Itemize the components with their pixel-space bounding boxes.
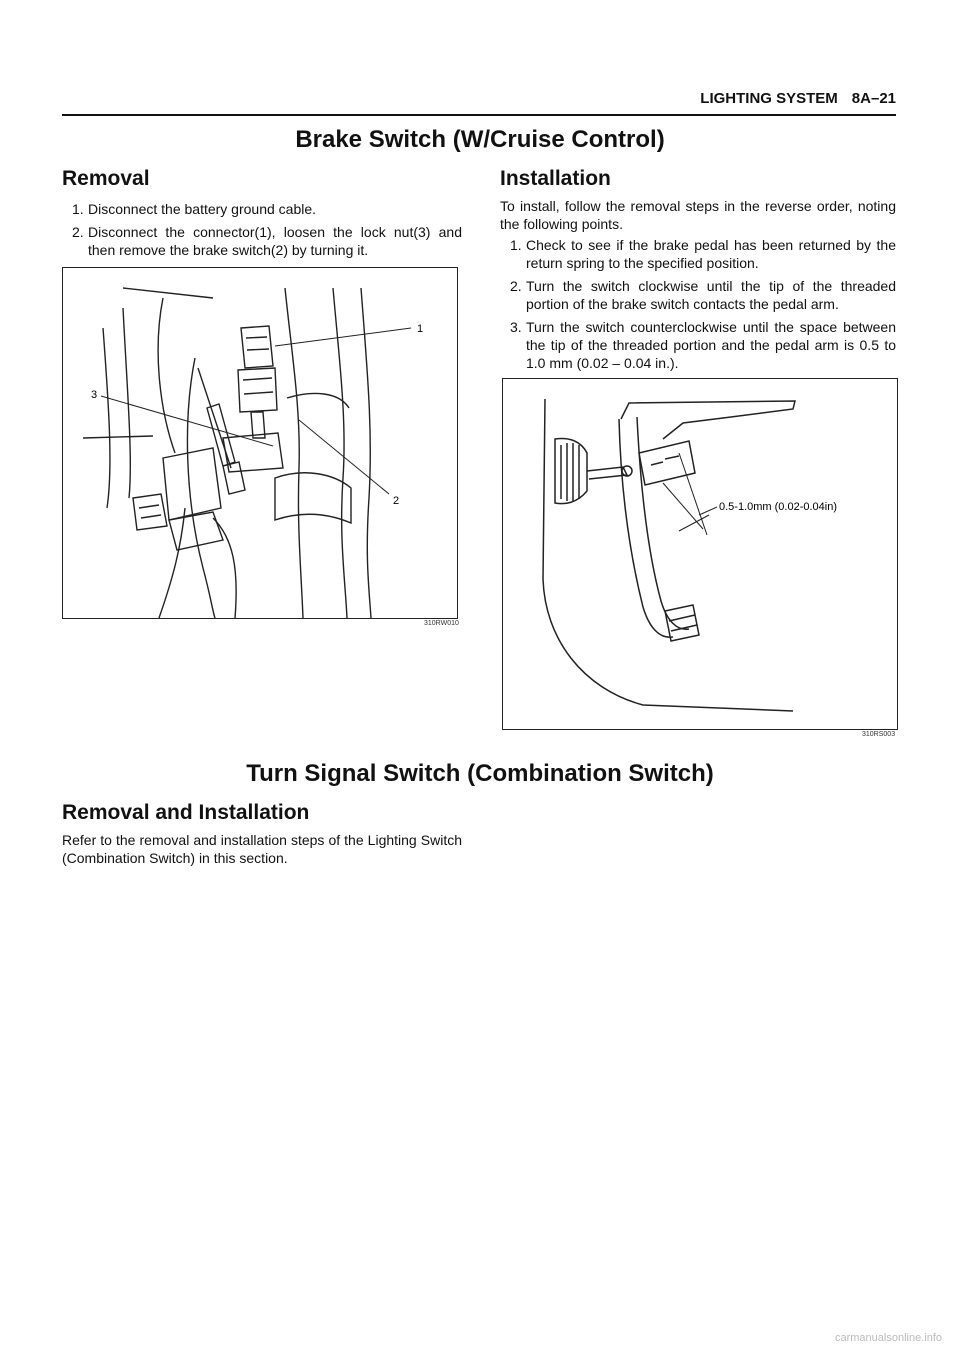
installation-step: 2. Turn the switch clockwise until the tip of the threaded portion of the brake switch contacts the pedal arm.	[510, 278, 896, 312]
turn-signal-text: Refer to the removal and installation steps of the Lighting Switch (Combination Switch) in this section.	[62, 832, 462, 866]
figure-code: 310RW010	[424, 620, 459, 627]
removal-step: 1. Disconnect the battery ground cable.	[72, 201, 317, 217]
watermark: carmanualsonline.info	[834, 1332, 942, 1344]
turn-signal-title: Turn Signal Switch (Combination Switch)	[246, 760, 714, 787]
installation-step: 1. Check to see if the brake pedal has been returned by the return spring to the specified position.	[510, 237, 896, 271]
installation-intro: To install, follow the removal steps in the reverse order, noting the following points.	[500, 198, 896, 232]
installation-steps	[500, 236, 896, 377]
removal-heading: Removal	[62, 167, 150, 190]
brake-switch-illustration	[63, 268, 457, 618]
removal-installation-heading: Removal and Installation	[62, 801, 310, 824]
installation-step: 3. Turn the switch counterclockwise until the space between the tip of the threaded portion and the pedal arm is 0.5 to 1.0 mm (0.02 – 0.04 in.).	[510, 319, 896, 371]
header-rule	[62, 114, 896, 116]
header-section: LIGHTING SYSTEM	[700, 90, 838, 107]
installation-heading: Installation	[500, 167, 611, 190]
callout-3: 3	[91, 389, 98, 401]
brake-switch-figure	[62, 267, 458, 619]
removal-steps	[62, 200, 462, 264]
header-page-number: 8A–21	[851, 90, 896, 107]
callout-2: 2	[393, 495, 400, 507]
callout-1: 1	[417, 323, 424, 335]
figure-code: 310RS003	[862, 731, 896, 738]
pedal-clearance-figure	[502, 378, 898, 730]
page-header	[686, 90, 896, 107]
clearance-label: 0.5-1.0mm (0.02-0.04in)	[719, 501, 837, 513]
pedal-clearance-illustration	[503, 379, 897, 729]
brake-switch-title: Brake Switch (W/Cruise Control)	[295, 126, 665, 153]
removal-step: 2. Disconnect the connector(1), loosen the lock nut(3) and then remove the brake switch(2) by turning it.	[72, 224, 462, 258]
